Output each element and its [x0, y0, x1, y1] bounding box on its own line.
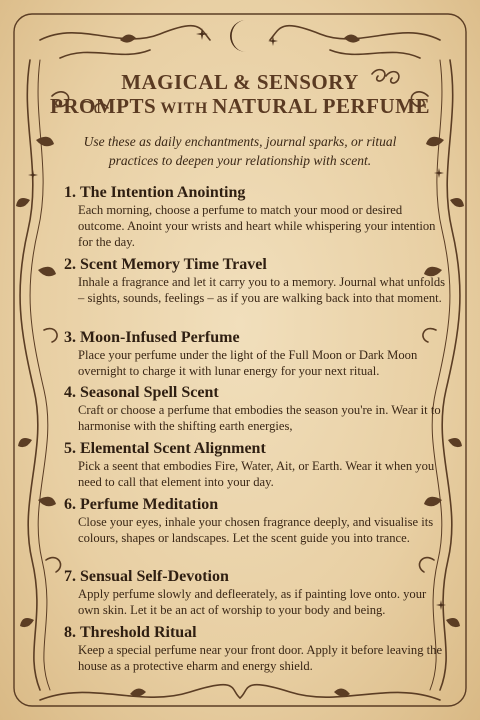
sparkle-star-icon: [434, 168, 444, 178]
prompt-title: 5. Elemental Scent Alignment: [64, 440, 266, 457]
prompt-item: [64, 624, 450, 674]
prompt-title: 7. Sensual Self-Devotion: [64, 568, 229, 585]
crescent-moon-icon: [222, 16, 258, 56]
prompt-item: [64, 184, 450, 250]
prompt-body: Place your perfume under the light of the Full Moon or Dark Moon overnight to charge it with lunar energy for your next ritual.: [78, 348, 418, 378]
prompt-body: Pick a seent that embodies Fire, Water, Ait, or Earth. Wear it when you need to call that element into your day.: [78, 459, 435, 489]
title-word-natural-perfume: NATURAL PERFUME: [212, 94, 430, 118]
prompt-body: Keep a special perfume near your front door. Apply it before leaving the house as a protective eharm and energy shield.: [78, 643, 443, 673]
page-title-line1: MAGICAL & SENSORY: [121, 70, 359, 94]
prompt-title: 4. Seasonal Spell Scent: [64, 384, 219, 401]
prompt-title: 3. Moon-Infused Perfume: [64, 329, 240, 346]
prompt-title: 8. Threshold Ritual: [64, 624, 197, 641]
prompt-item: [64, 256, 450, 306]
prompt-body: Apply perfume slowly and defleerately, as if painting love onto. your own skin. Let it be an act of worship to your body and being.: [78, 587, 427, 617]
intro-text: Use these as daily enchantments, journal sparks, or ritual practices to deepen your relationship with scent.: [83, 134, 397, 168]
page-title-line2: [0, 94, 480, 119]
prompt-body: Close your eyes, inhale your chosen fragrance deeply, and visualise its colours, shapes or landscapes. Let the scent guide you into trance.: [78, 515, 434, 545]
prompt-item: [64, 496, 450, 546]
prompt-body: Craft or choose a perfume that embodies the season you're in. Wear it to harmonise with the shifting earth energies,: [78, 403, 441, 433]
prompt-item: [64, 329, 450, 379]
title-word-with: WITH: [156, 100, 213, 117]
prompt-body: Inhale a fragrance and let it carry you to a memory. Journal what unfolds – sights, sounds, feelings – as if you are walking back into that moment.: [78, 275, 446, 305]
title-word-prompts: PROMPTS: [50, 94, 157, 118]
prompt-title: 2. Scent Memory Time Travel: [64, 256, 267, 273]
prompt-item: [64, 440, 450, 490]
sparkle-star-icon: [196, 28, 208, 40]
prompt-item: [64, 384, 450, 434]
prompt-title: 6. Perfume Meditation: [64, 496, 219, 513]
sparkle-star-icon: [268, 36, 278, 46]
sparkle-star-icon: [28, 170, 38, 180]
prompt-title: 1. The Intention Anointing: [64, 184, 246, 201]
prompt-item: [64, 568, 450, 618]
prompt-body: Each morning, choose a perfume to match your mood or desired outcome. Anoint your wrists and heart while whispering your intention for the day.: [78, 203, 436, 249]
